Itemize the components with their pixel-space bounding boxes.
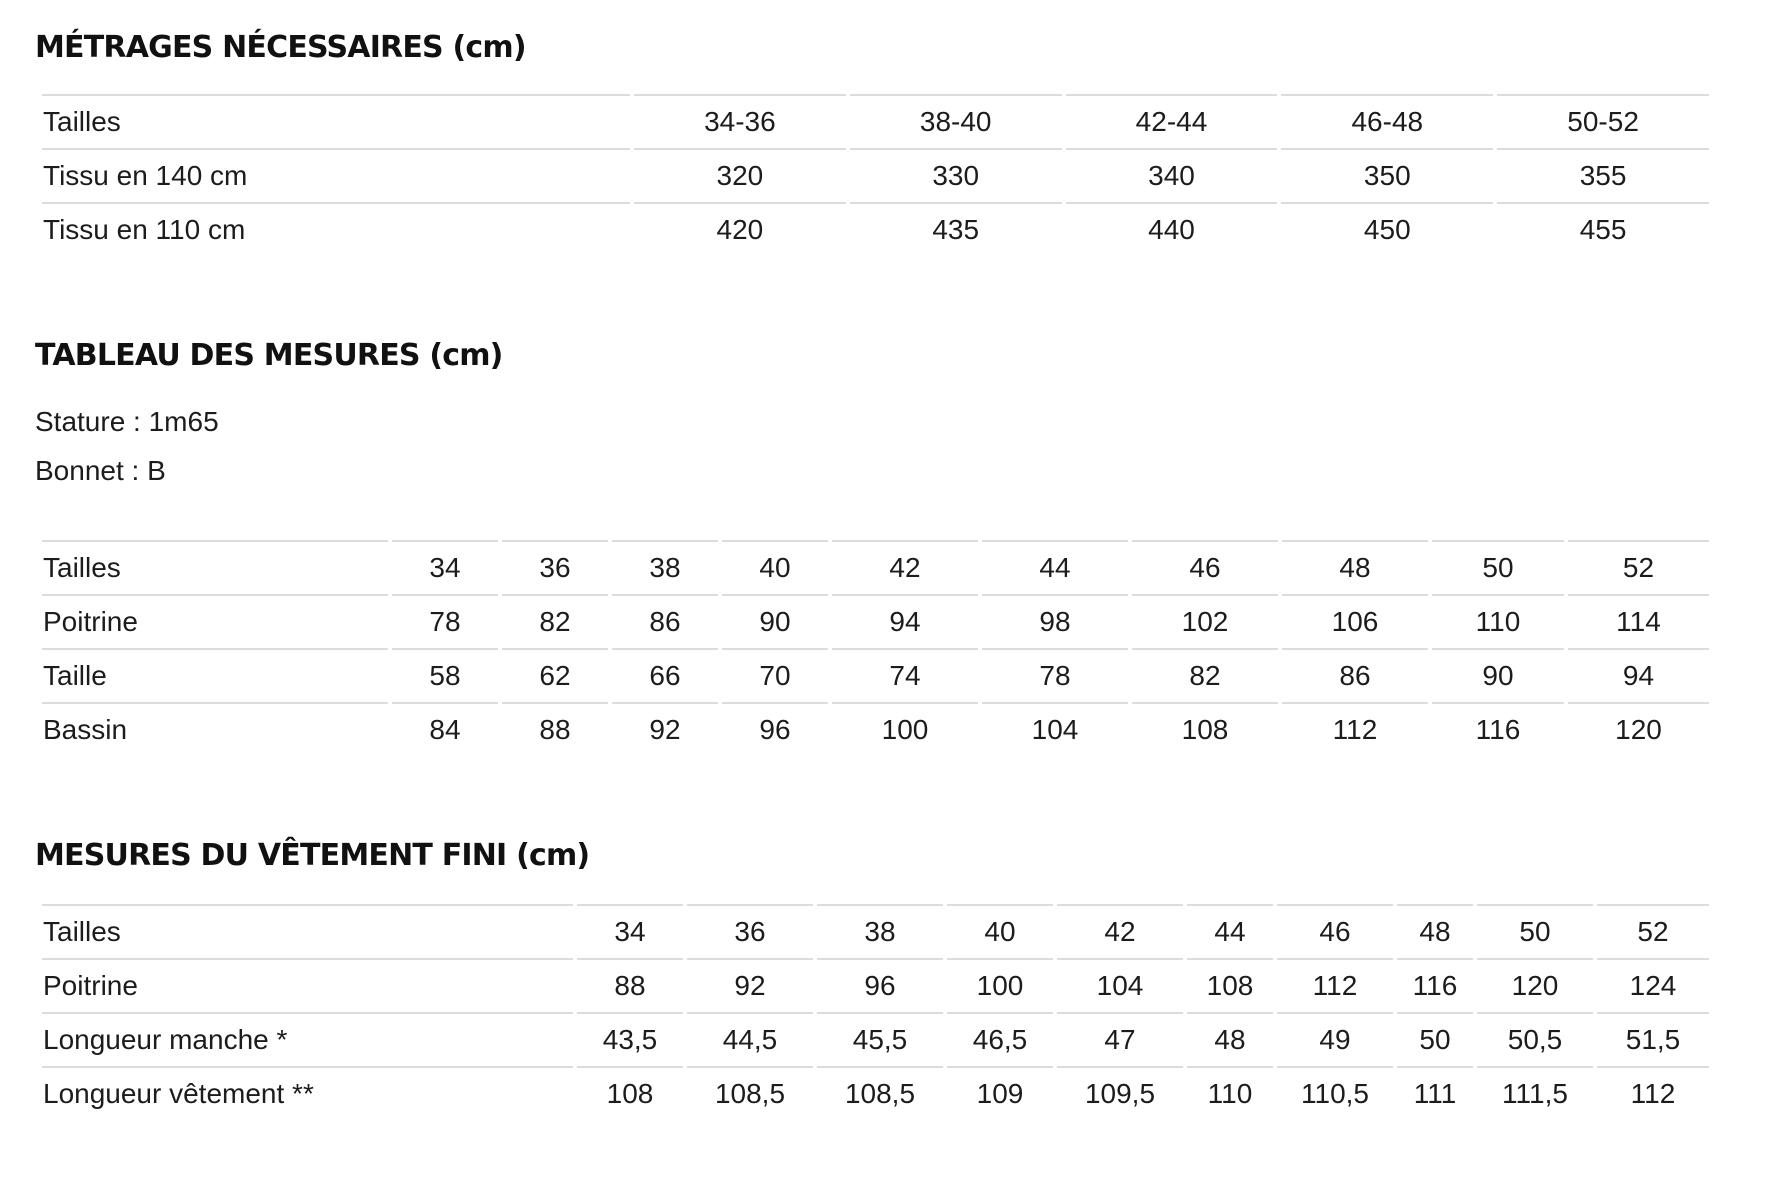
cell: 78 [982, 648, 1128, 702]
cell: 48 [1187, 1012, 1273, 1066]
table-row [42, 648, 1709, 702]
cell: 355 [1497, 148, 1709, 202]
cell: 98 [982, 594, 1128, 648]
cell: 49 [1277, 1012, 1393, 1066]
cell: 106 [1282, 594, 1428, 648]
cell: 100 [832, 702, 978, 756]
table-row [42, 594, 1709, 648]
metrages-title: MÉTRAGES NÉCESSAIRES (cm) [35, 30, 526, 65]
cell: 47 [1057, 1012, 1183, 1066]
cell: 70 [722, 648, 828, 702]
table-row [42, 702, 1709, 756]
cell: 44 [1187, 904, 1273, 958]
cell: 110 [1432, 594, 1564, 648]
cell: 52 [1597, 904, 1709, 958]
cell: 450 [1281, 202, 1493, 256]
cell: 86 [1282, 648, 1428, 702]
cell: 112 [1277, 958, 1393, 1012]
table-row [42, 148, 1709, 202]
cell: 94 [832, 594, 978, 648]
cell: 88 [502, 702, 608, 756]
cell: 455 [1497, 202, 1709, 256]
table-row [42, 1066, 1709, 1120]
stature-text: Stature : 1m65 [35, 406, 219, 437]
row-label: Poitrine [42, 958, 573, 1012]
cell: 112 [1597, 1066, 1709, 1120]
cell: 36 [687, 904, 813, 958]
cell: 44 [982, 540, 1128, 594]
cell: 48 [1282, 540, 1428, 594]
cell: 45,5 [817, 1012, 943, 1066]
cell: 82 [502, 594, 608, 648]
cell: 42 [1057, 904, 1183, 958]
cell: 90 [1432, 648, 1564, 702]
cell: 50 [1477, 904, 1593, 958]
cell: 420 [634, 202, 846, 256]
cell: 111 [1397, 1066, 1473, 1120]
cell: 58 [392, 648, 498, 702]
cell: 116 [1432, 702, 1564, 756]
cell: 62 [502, 648, 608, 702]
table-row [42, 958, 1709, 1012]
cell: 96 [817, 958, 943, 1012]
cell: 108 [1132, 702, 1278, 756]
cell: 46,5 [947, 1012, 1053, 1066]
cell: 109,5 [1057, 1066, 1183, 1120]
cell: 40 [722, 540, 828, 594]
cell: 320 [634, 148, 846, 202]
row-label: Longueur vêtement ** [42, 1066, 573, 1120]
cell: 110,5 [1277, 1066, 1393, 1120]
table-row [42, 202, 1709, 256]
cell: 42-44 [1066, 94, 1278, 148]
metrages-table [38, 94, 1713, 256]
cell: 435 [850, 202, 1062, 256]
cell: 50-52 [1497, 94, 1709, 148]
cell: 94 [1568, 648, 1709, 702]
row-label: Tailles [42, 904, 573, 958]
cell: 84 [392, 702, 498, 756]
row-label: Taille [42, 648, 388, 702]
cell: 111,5 [1477, 1066, 1593, 1120]
cell: 108,5 [687, 1066, 813, 1120]
cell: 46 [1277, 904, 1393, 958]
cell: 120 [1568, 702, 1709, 756]
cell: 116 [1397, 958, 1473, 1012]
cell: 38-40 [850, 94, 1062, 148]
row-label: Bassin [42, 702, 388, 756]
cell: 46 [1132, 540, 1278, 594]
row-label: Poitrine [42, 594, 388, 648]
cell: 86 [612, 594, 718, 648]
tableau-table [38, 540, 1713, 756]
fini-title: MESURES DU VÊTEMENT FINI (cm) [35, 838, 590, 873]
cell: 104 [982, 702, 1128, 756]
cell: 42 [832, 540, 978, 594]
row-label: Tailles [42, 94, 630, 148]
cell: 34-36 [634, 94, 846, 148]
fini-table [38, 904, 1713, 1120]
tableau-title: TABLEAU DES MESURES (cm) [35, 338, 503, 373]
cell: 88 [577, 958, 683, 1012]
cell: 108 [1187, 958, 1273, 1012]
cell: 48 [1397, 904, 1473, 958]
cell: 350 [1281, 148, 1493, 202]
cell: 108 [577, 1066, 683, 1120]
cell: 124 [1597, 958, 1709, 1012]
row-label: Longueur manche * [42, 1012, 573, 1066]
cell: 104 [1057, 958, 1183, 1012]
table-row [42, 1012, 1709, 1066]
cell: 52 [1568, 540, 1709, 594]
cell: 46-48 [1281, 94, 1493, 148]
cell: 50,5 [1477, 1012, 1593, 1066]
cell: 66 [612, 648, 718, 702]
cell: 34 [392, 540, 498, 594]
cell: 120 [1477, 958, 1593, 1012]
cell: 102 [1132, 594, 1278, 648]
row-label: Tissu en 140 cm [42, 148, 630, 202]
cell: 34 [577, 904, 683, 958]
table-row [42, 94, 1709, 148]
cell: 51,5 [1597, 1012, 1709, 1066]
cell: 50 [1397, 1012, 1473, 1066]
cell: 108,5 [817, 1066, 943, 1120]
cell: 38 [612, 540, 718, 594]
table-row [42, 904, 1709, 958]
cell: 440 [1066, 202, 1278, 256]
row-label: Tissu en 110 cm [42, 202, 630, 256]
cell: 112 [1282, 702, 1428, 756]
bonnet-text: Bonnet : B [35, 455, 166, 486]
cell: 82 [1132, 648, 1278, 702]
cell: 38 [817, 904, 943, 958]
cell: 96 [722, 702, 828, 756]
cell: 40 [947, 904, 1053, 958]
cell: 36 [502, 540, 608, 594]
table-row [42, 540, 1709, 594]
cell: 44,5 [687, 1012, 813, 1066]
cell: 50 [1432, 540, 1564, 594]
cell: 74 [832, 648, 978, 702]
cell: 43,5 [577, 1012, 683, 1066]
cell: 92 [687, 958, 813, 1012]
cell: 330 [850, 148, 1062, 202]
cell: 100 [947, 958, 1053, 1012]
cell: 340 [1066, 148, 1278, 202]
cell: 110 [1187, 1066, 1273, 1120]
cell: 90 [722, 594, 828, 648]
cell: 92 [612, 702, 718, 756]
cell: 109 [947, 1066, 1053, 1120]
cell: 78 [392, 594, 498, 648]
row-label: Tailles [42, 540, 388, 594]
cell: 114 [1568, 594, 1709, 648]
